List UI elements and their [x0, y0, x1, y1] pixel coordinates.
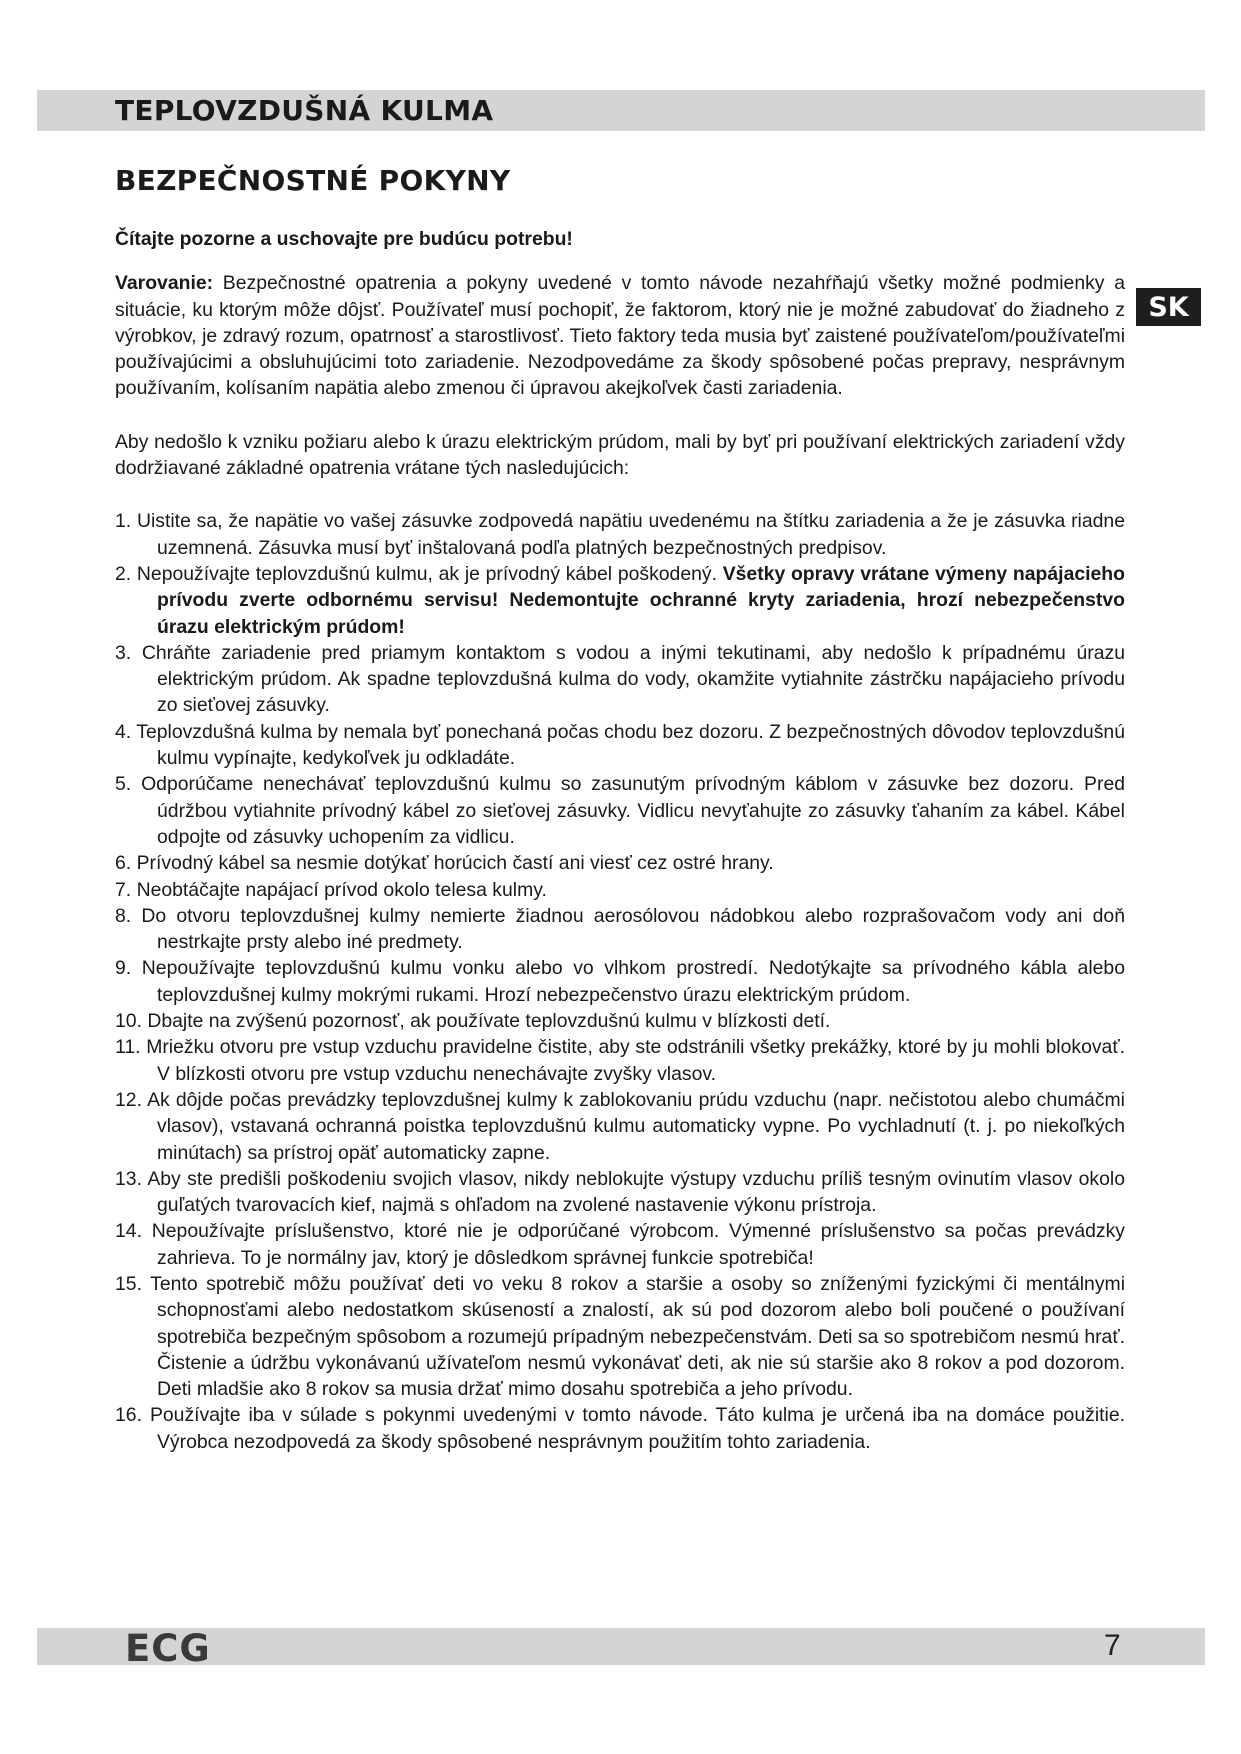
- item-text: Používajte iba v súlade s pokynmi uvedenými v tomto návode. Táto kulma je určená iba na domáce použitie. Výrobca nezodpovedá za škody spôsobené nesprávnym použitím tohto zariadenia.: [149, 1404, 1125, 1453]
- item-number: 12.: [115, 1088, 142, 1111]
- list-item: [115, 1087, 1125, 1166]
- list-item: [115, 1166, 1125, 1219]
- item-number: 11.: [115, 1036, 141, 1059]
- item-text: Nepoužívajte teplovzdušnú kulmu vonku alebo vo vlhkom prostredí. Nedotýkajte sa prívodného kábla alebo teplovzdušnej kulmy mokrými rukami. Hrozí nebezpečenstvo úrazu elektrickým prúdom.: [141, 957, 1126, 1006]
- item-text: Ak dôjde počas prevádzky teplovzdušnej kulmy k zablokovaniu prúdu vzduchu (napr. nečistotou alebo chumáčmi vlasov), vstavaná ochranná poistka teplovzdušnú kulmu automaticky vypne. Po vychladnutí (t. j. po niekoľkých minútach) sa prístroj opäť automaticky zapne.: [147, 1088, 1125, 1164]
- item-number: 7.: [115, 878, 132, 901]
- item-number: 5.: [115, 773, 132, 796]
- list-item: [115, 1402, 1125, 1455]
- item-text: Prívodný kábel sa nesmie dotýkať horúcich častí ani viesť cez ostré hrany.: [136, 852, 774, 875]
- item-number: 6.: [115, 852, 132, 875]
- item-number: 10.: [115, 1010, 142, 1033]
- item-text: Nepoužívajte príslušenstvo, ktoré nie je odporúčané výrobcom. Výmenné príslušenstvo sa počas prevádzky zahrieva. To je normálny jav, ktorý je dôsledkom správnej funkcie spotrebiča!: [151, 1220, 1125, 1269]
- list-item: [115, 955, 1125, 1008]
- item-number: 1.: [115, 510, 132, 533]
- language-badge: SK: [1136, 288, 1201, 326]
- item-text: Tento spotrebič môžu používať deti vo veku 8 rokov a staršie a osoby so zníženými fyzickými či mentálnymi schopnosťami alebo nedostatkom skúseností a znalostí, ak sú pod dozorom alebo boli poučené o používaní spotrebiča bezpečným spôsobom a rozumejú prípadným nebezpečenstvám. Deti sa so spotrebičom nesmú hrať. Čistenie a údržbu vykonávanú užívateľom nesmú vykonávať deti, ak nie sú staršie ako 8 rokov a pod dozorom. Deti mladšie ako 8 rokov sa musia držať mimo dosahu spotrebiča a jeho prívodu.: [150, 1272, 1125, 1401]
- item-text: Odporúčame nenechávať teplovzdušnú kulmu so zasunutým prívodným káblom v zásuvke bez dozoru. Pred údržbou vytiahnite prívodný kábel zo sieťovej zásuvky. Vidlicu nevyťahujte zo zásuvky ťahaním za kábel. Kábel odpojte od zásuvky uchopením za vidlicu.: [141, 773, 1126, 848]
- item-number: 16.: [115, 1404, 142, 1427]
- list-item: [115, 1271, 1125, 1402]
- list-item: [115, 1034, 1125, 1087]
- brand-logo: ECG: [125, 1627, 211, 1670]
- item-number: 15.: [115, 1272, 142, 1295]
- preamble-paragraph: Aby nedošlo k vzniku požiaru alebo k úrazu elektrickým prúdom, mali by byť pri používaní elektrických zariadení vždy dodržiavané základné opatrenia vrátane tých nasledujúcich:: [115, 430, 1125, 480]
- list-item: [115, 719, 1125, 772]
- item-bold-text: Všetky opravy vrátane výmeny napájacieho prívodu zverte odbornému servisu! Nedemontujte ochranné kryty zariadenia, hrozí nebezpečenstvo úrazu elektrickým prúdom!: [157, 562, 1126, 638]
- list-item: [115, 508, 1125, 561]
- item-number: 13.: [115, 1167, 142, 1190]
- item-number: 2.: [115, 562, 132, 585]
- item-text: Chráňte zariadenie pred priamym kontaktom s vodou a inými tekutinami, aby nedošlo k prípadnému úrazu elektrickým prúdom. Ak spadne teplovzdušná kulma do vody, okamžite vytiahnite zástrčku napájacieho prívodu zo sieťovej zásuvky.: [141, 641, 1125, 717]
- list-item: [115, 640, 1125, 719]
- footer-band: [37, 1628, 1205, 1665]
- intro-note: Čítajte pozorne a uschovajte pre budúcu potrebu!: [115, 228, 573, 250]
- warning-label: Varovanie:: [115, 272, 214, 295]
- list-item: [115, 850, 1125, 876]
- item-number: 8.: [115, 904, 132, 927]
- page-number: 7: [1104, 1629, 1121, 1662]
- item-text: Mriežku otvoru pre vstup vzduchu pravidelne čistite, aby ste odstránili všetky prekážky, ktoré by ju mohli blokovať. V blízkosti otvoru pre vstup vzduchu nenechávajte zvyšky vlasov.: [146, 1036, 1125, 1085]
- item-text: Teplovzdušná kulma by nemala byť ponechaná počas chodu bez dozoru. Z bezpečnostných dôvodov teplovzdušnú kulmu vypínajte, kedykoľvek ju odkladáte.: [136, 720, 1125, 770]
- item-text: Neobtáčajte napájací prívod okolo telesa kulmy.: [136, 878, 547, 901]
- item-number: 4.: [115, 720, 132, 743]
- list-item: [115, 771, 1125, 850]
- item-text: Uistite sa, že napätie vo vašej zásuvke zodpovedá napätiu uvedenému na štítku zariadenia a že je zásuvka riadne uzemnená. Zásuvka musí byť inštalovaná podľa platných bezpečnostných predpisov.: [136, 510, 1126, 559]
- item-number: 3.: [115, 641, 132, 664]
- product-title: TEPLOVZDUŠNÁ KULMA: [115, 94, 494, 127]
- list-item: [115, 1218, 1125, 1271]
- list-item: [115, 561, 1125, 640]
- item-text: Do otvoru teplovzdušnej kulmy nemierte žiadnou aerosólovou nádobkou alebo rozprašovačom vody ani doň nestrkajte prsty alebo iné predmety.: [141, 904, 1126, 954]
- safety-list: [115, 508, 1125, 1455]
- warning-text: Bezpečnostné opatrenia a pokyny uvedené v tomto návode nezahŕňajú všetky možné podmienky a situácie, ku ktorým môže dôjsť. Používateľ musí pochopiť, že faktorom, ktorý nie je možné zabudovať do žiadneho z výrobkov, je zdravý rozum, opatrnosť a starostlivosť. Tieto faktory teda musia byť zaistené používateľom/používateľmi používajúcimi a obsluhujúcimi toto zariadenie. Nezodpovedáme za škody spôsobené počas prepravy, nesprávnym používaním, kolísaním napätia alebo zmenou či úpravou akejkoľvek časti zariadenia.: [115, 272, 1125, 400]
- item-text: Nepoužívajte teplovzdušnú kulmu, ak je prívodný kábel poškodený.: [136, 562, 723, 585]
- warning-paragraph: [115, 270, 1125, 401]
- item-number: 14.: [115, 1220, 142, 1243]
- section-title: BEZPEČNOSTNÉ POKYNY: [115, 164, 511, 197]
- list-item: [115, 1008, 1125, 1034]
- document-body: [115, 226, 1125, 1455]
- list-item: [115, 903, 1125, 956]
- list-item: [115, 877, 1125, 903]
- item-number: 9.: [115, 957, 132, 980]
- item-text: Dbajte na zvýšenú pozornosť, ak používate teplovzdušnú kulmu v blízkosti detí.: [147, 1010, 831, 1033]
- item-text: Aby ste predišli poškodeniu svojich vlasov, nikdy neblokujte výstupy vzduchu príliš tesným ovinutím vlasov okolo guľatých tvarovacích kief, najmä s ohľadom na zvolené nastavenie výkonu prístroja.: [147, 1167, 1125, 1217]
